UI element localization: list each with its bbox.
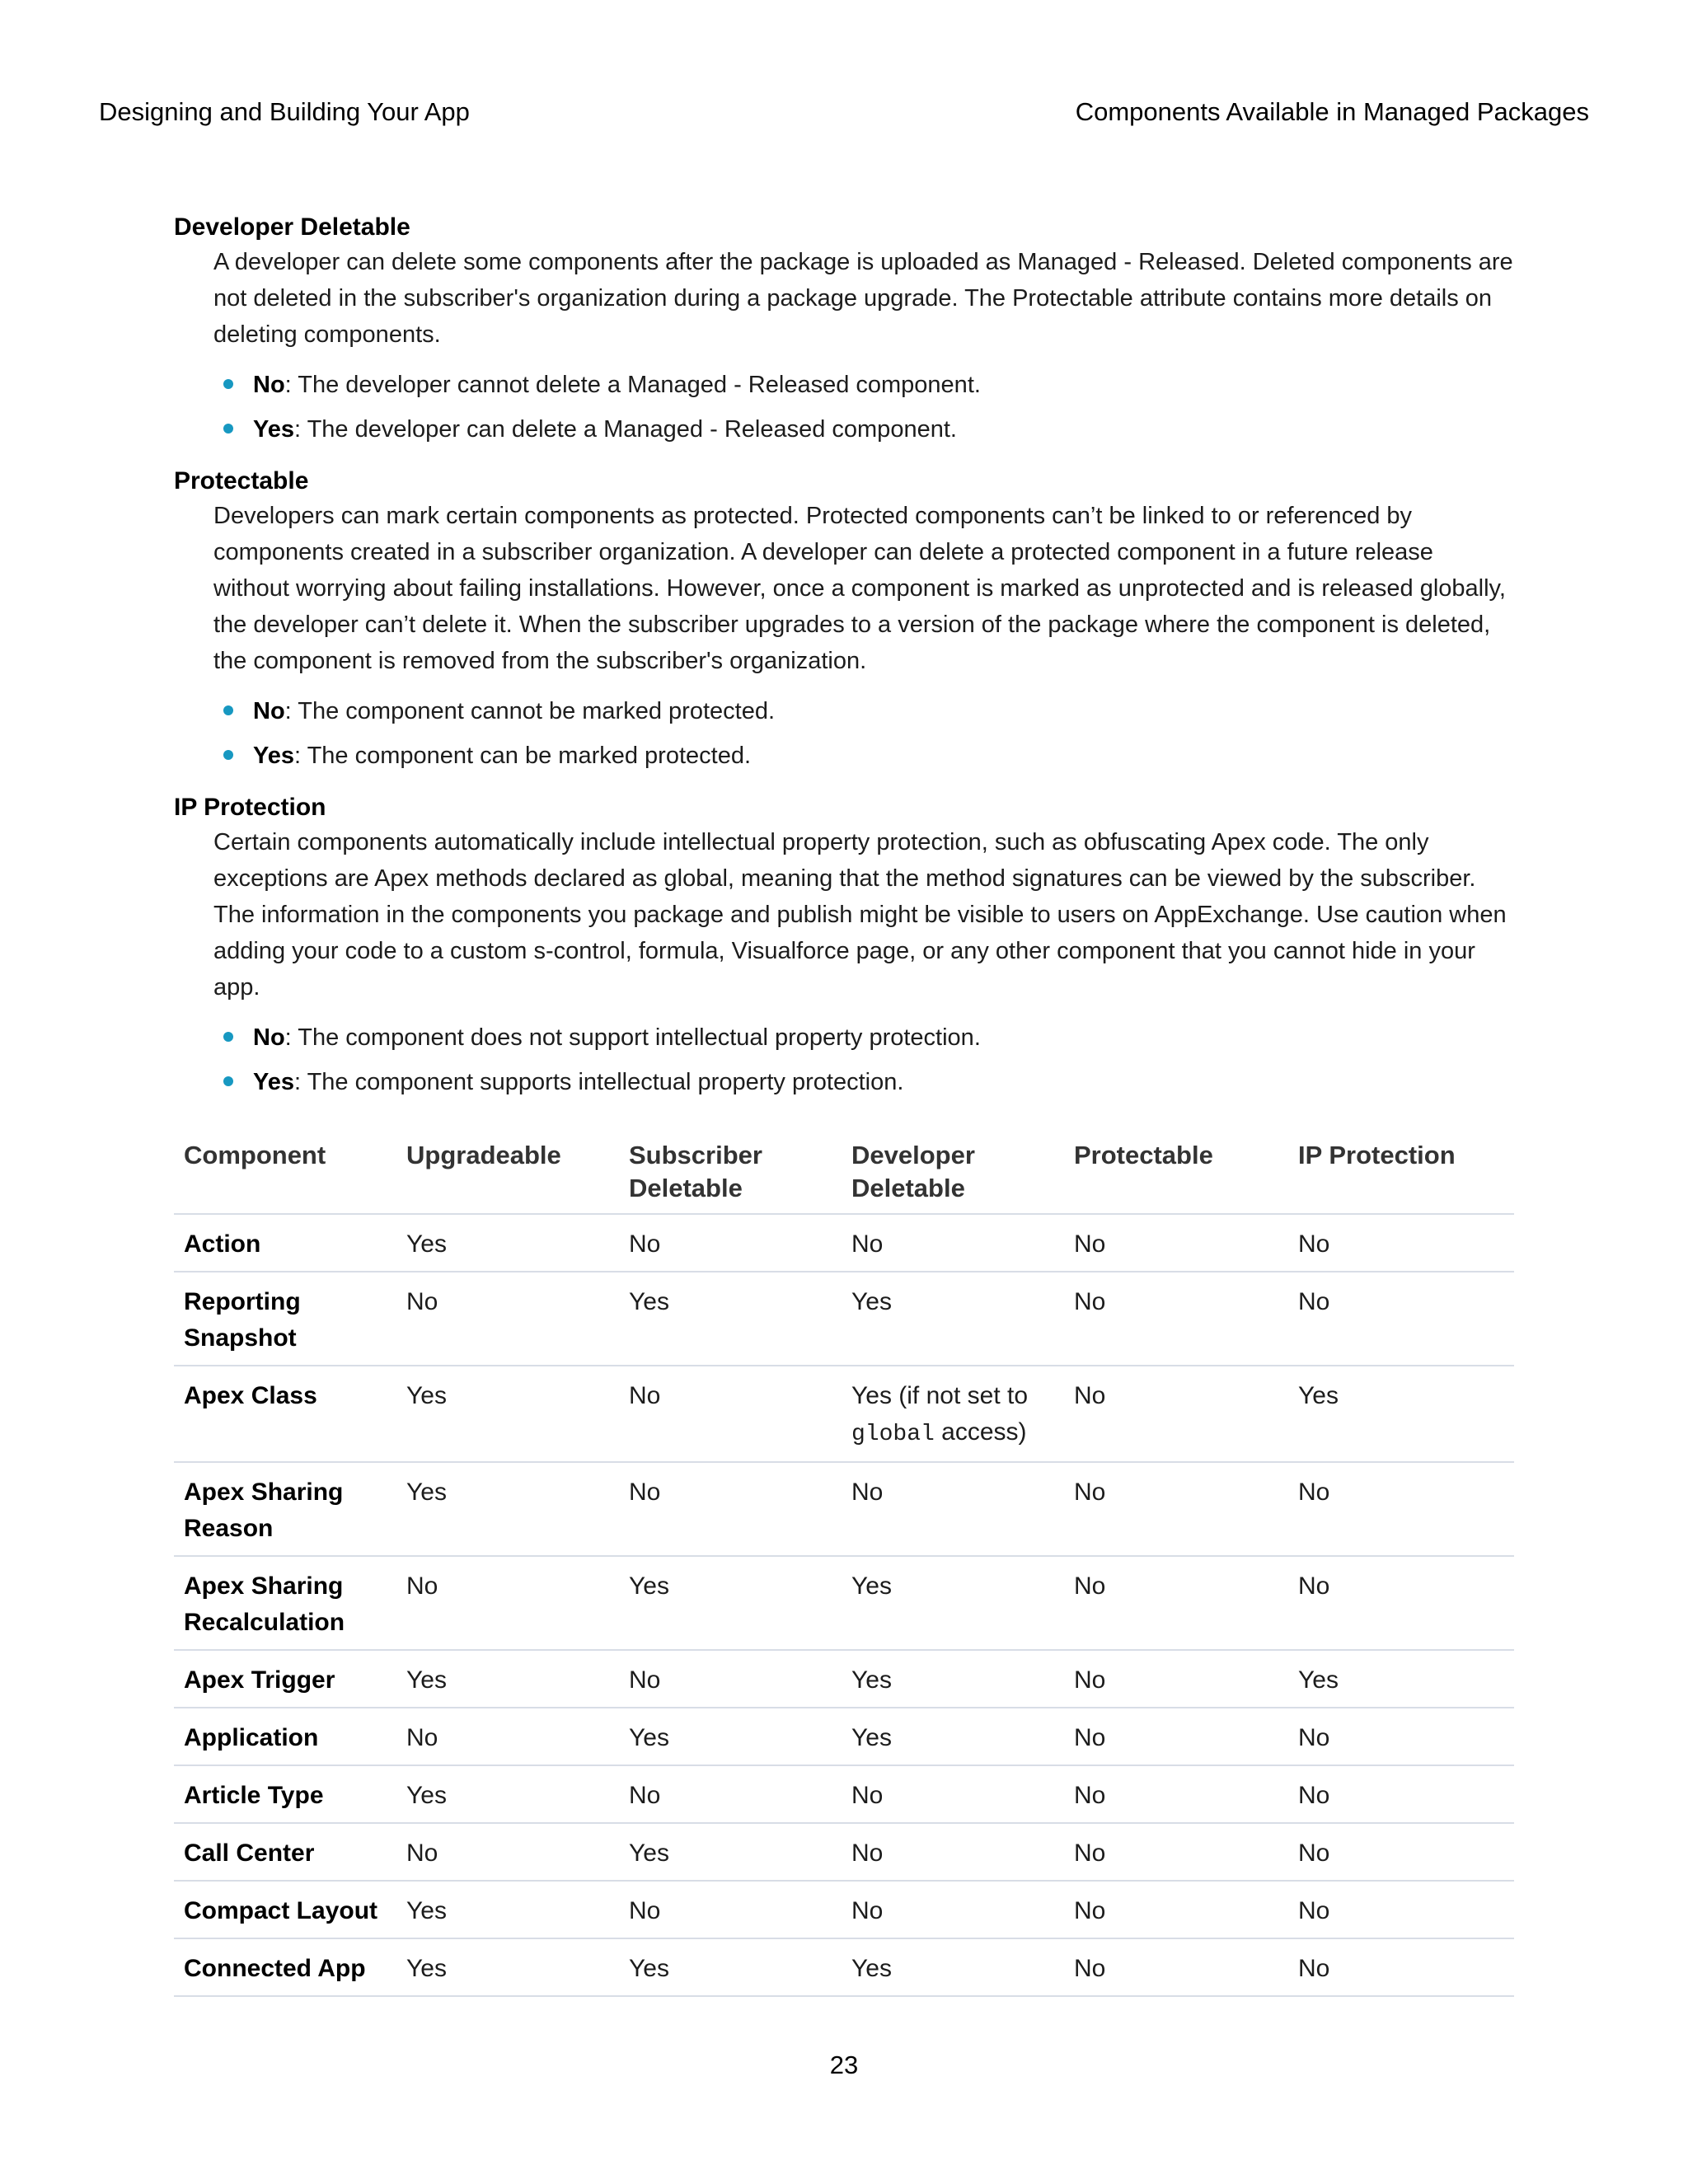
- bullet-text: : The component cannot be marked protected.: [284, 698, 776, 724]
- bullet-label: Yes: [253, 743, 294, 769]
- cell-protectable: No: [1064, 1823, 1288, 1881]
- bullet-label: Yes: [253, 416, 294, 443]
- cell-protectable: No: [1064, 1366, 1288, 1462]
- cell-ip-protection: Yes: [1288, 1366, 1514, 1462]
- cell-developer-deletable: [842, 1366, 1064, 1462]
- cell-component: Action: [174, 1214, 396, 1272]
- bullet-label: No: [253, 698, 285, 724]
- bullet-icon: [223, 750, 233, 760]
- cell-protectable: No: [1064, 1650, 1288, 1708]
- cell-component: Compact Layout: [174, 1881, 396, 1938]
- bullet-list: [213, 1015, 1514, 1104]
- section-ip-protection: [174, 791, 1514, 1104]
- column-header-subscriber-deletable: Subscriber Deletable: [619, 1129, 842, 1214]
- section-protectable: [174, 465, 1514, 778]
- list-item: [213, 407, 1514, 452]
- cell-developer-deletable: No: [842, 1823, 1064, 1881]
- cell-subscriber-deletable: Yes: [619, 1938, 842, 1996]
- column-header-upgradeable: Upgradeable: [396, 1129, 619, 1214]
- column-header-ip-protection: IP Protection: [1288, 1129, 1514, 1214]
- cell-ip-protection: No: [1288, 1938, 1514, 1996]
- column-header-component: Component: [174, 1129, 396, 1214]
- table-row: [174, 1556, 1514, 1650]
- components-table: [174, 1129, 1514, 1997]
- section-developer-deletable: [174, 211, 1514, 452]
- running-header-right: Components Available in Managed Packages: [1075, 97, 1589, 126]
- cell-subscriber-deletable: No: [619, 1366, 842, 1462]
- cell-upgradeable: Yes: [396, 1366, 619, 1462]
- table-row: [174, 1272, 1514, 1366]
- cell-developer-deletable: Yes: [842, 1938, 1064, 1996]
- cell-protectable: No: [1064, 1214, 1288, 1272]
- cell-text-post: access): [934, 1418, 1027, 1446]
- list-item: [213, 733, 1514, 778]
- bullet-icon: [223, 1076, 233, 1086]
- cell-developer-deletable: Yes: [842, 1650, 1064, 1708]
- term-heading: Protectable: [174, 467, 309, 494]
- table-row: [174, 1650, 1514, 1708]
- column-header-developer-deletable: Developer Deletable: [842, 1129, 1064, 1214]
- cell-component: Connected App: [174, 1938, 396, 1996]
- list-item: [213, 1015, 1514, 1060]
- cell-subscriber-deletable: Yes: [619, 1556, 842, 1650]
- cell-upgradeable: Yes: [396, 1214, 619, 1272]
- list-item: [213, 689, 1514, 733]
- term-definition: [213, 244, 1514, 452]
- cell-upgradeable: No: [396, 1556, 619, 1650]
- cell-protectable: No: [1064, 1938, 1288, 1996]
- cell-subscriber-deletable: No: [619, 1214, 842, 1272]
- bullet-label: No: [253, 1024, 285, 1051]
- cell-developer-deletable: Yes: [842, 1272, 1064, 1366]
- cell-ip-protection: No: [1288, 1881, 1514, 1938]
- page-number: 23: [829, 2050, 859, 2079]
- term-definition: [213, 824, 1514, 1104]
- list-item: [213, 1060, 1514, 1104]
- cell-ip-protection: No: [1288, 1556, 1514, 1650]
- cell-subscriber-deletable: No: [619, 1765, 842, 1823]
- cell-text-pre: Yes (if not set to: [851, 1382, 1029, 1409]
- cell-component: Reporting Snapshot: [174, 1272, 396, 1366]
- cell-developer-deletable: Yes: [842, 1708, 1064, 1765]
- bullet-text: : The component can be marked protected.: [294, 743, 752, 769]
- cell-upgradeable: Yes: [396, 1650, 619, 1708]
- cell-protectable: No: [1064, 1556, 1288, 1650]
- cell-ip-protection: No: [1288, 1272, 1514, 1366]
- cell-upgradeable: Yes: [396, 1765, 619, 1823]
- cell-component: Apex Trigger: [174, 1650, 396, 1708]
- table-row: [174, 1823, 1514, 1881]
- cell-developer-deletable: Yes: [842, 1556, 1064, 1650]
- table-row: [174, 1938, 1514, 1996]
- running-header-left: Designing and Building Your App: [99, 97, 470, 126]
- table-row: [174, 1366, 1514, 1462]
- cell-subscriber-deletable: No: [619, 1650, 842, 1708]
- cell-upgradeable: Yes: [396, 1938, 619, 1996]
- term-heading: Developer Deletable: [174, 213, 410, 241]
- bullet-text: : The component does not support intellectual property protection.: [284, 1024, 981, 1051]
- cell-ip-protection: No: [1288, 1708, 1514, 1765]
- table-row: [174, 1765, 1514, 1823]
- table-header-row: [174, 1129, 1514, 1214]
- cell-ip-protection: No: [1288, 1214, 1514, 1272]
- bullet-icon: [223, 424, 233, 434]
- bullet-text: : The developer can delete a Managed - Released component.: [294, 416, 957, 443]
- cell-ip-protection: No: [1288, 1823, 1514, 1881]
- bullet-icon: [223, 379, 233, 389]
- table-row: [174, 1462, 1514, 1556]
- cell-developer-deletable: No: [842, 1765, 1064, 1823]
- cell-upgradeable: Yes: [396, 1881, 619, 1938]
- cell-component: Call Center: [174, 1823, 396, 1881]
- cell-component: Apex Class: [174, 1366, 396, 1462]
- cell-protectable: No: [1064, 1881, 1288, 1938]
- cell-protectable: No: [1064, 1708, 1288, 1765]
- bullet-label: Yes: [253, 1069, 294, 1095]
- table-row: [174, 1881, 1514, 1938]
- bullet-list: [213, 689, 1514, 778]
- table-row: [174, 1708, 1514, 1765]
- cell-upgradeable: No: [396, 1823, 619, 1881]
- term-heading: IP Protection: [174, 794, 326, 821]
- cell-subscriber-deletable: Yes: [619, 1823, 842, 1881]
- definition-paragraph: A developer can delete some components after the package is uploaded as Managed - Released. Deleted components are not deleted in the subscriber's organization during a package upgrade. The Protectable attribute contains more details on deleting components.: [213, 249, 1513, 348]
- page-content: [174, 211, 1514, 1997]
- cell-component: Apex Sharing Recalculation: [174, 1556, 396, 1650]
- bullet-icon: [223, 705, 233, 715]
- cell-protectable: No: [1064, 1765, 1288, 1823]
- cell-developer-deletable: No: [842, 1214, 1064, 1272]
- cell-ip-protection: No: [1288, 1765, 1514, 1823]
- bullet-text: : The developer cannot delete a Managed - Released component.: [284, 372, 981, 398]
- code-global: global: [851, 1422, 935, 1447]
- term-definition: [213, 498, 1514, 778]
- cell-protectable: No: [1064, 1272, 1288, 1366]
- column-header-protectable: Protectable: [1064, 1129, 1288, 1214]
- cell-developer-deletable: No: [842, 1462, 1064, 1556]
- bullet-list: [213, 363, 1514, 452]
- cell-subscriber-deletable: No: [619, 1881, 842, 1938]
- bullet-label: No: [253, 372, 285, 398]
- definition-paragraph: Certain components automatically include intellectual property protection, such as obfuscating Apex code. The only exceptions are Apex methods declared as global, meaning that the method signatures can be viewed by the subscriber. The information in the components you package and publish might be visible to users on AppExchange. Use caution when adding your code to a custom s-control, formula, Visualforce page, or any other component that you cannot hide in your app.: [213, 829, 1507, 1001]
- cell-developer-deletable: No: [842, 1881, 1064, 1938]
- cell-subscriber-deletable: Yes: [619, 1708, 842, 1765]
- cell-upgradeable: No: [396, 1272, 619, 1366]
- cell-component: Application: [174, 1708, 396, 1765]
- cell-component: Apex Sharing Reason: [174, 1462, 396, 1556]
- cell-upgradeable: Yes: [396, 1462, 619, 1556]
- definition-paragraph: Developers can mark certain components as protected. Protected components can’t be linked to or referenced by components created in a subscriber organization. A developer can delete a protected component in a future release without worrying about failing installations. However, once a component is marked as unprotected and is released globally, the developer can’t delete it. When the subscriber upgrades to a version of the package where the component is deleted, the component is removed from the subscriber's organization.: [213, 503, 1506, 674]
- cell-ip-protection: Yes: [1288, 1650, 1514, 1708]
- cell-subscriber-deletable: No: [619, 1462, 842, 1556]
- table-row: [174, 1214, 1514, 1272]
- list-item: [213, 363, 1514, 407]
- cell-ip-protection: No: [1288, 1462, 1514, 1556]
- cell-protectable: No: [1064, 1462, 1288, 1556]
- cell-component: Article Type: [174, 1765, 396, 1823]
- cell-subscriber-deletable: Yes: [619, 1272, 842, 1366]
- bullet-text: : The component supports intellectual property protection.: [294, 1069, 904, 1095]
- cell-upgradeable: No: [396, 1708, 619, 1765]
- bullet-icon: [223, 1032, 233, 1042]
